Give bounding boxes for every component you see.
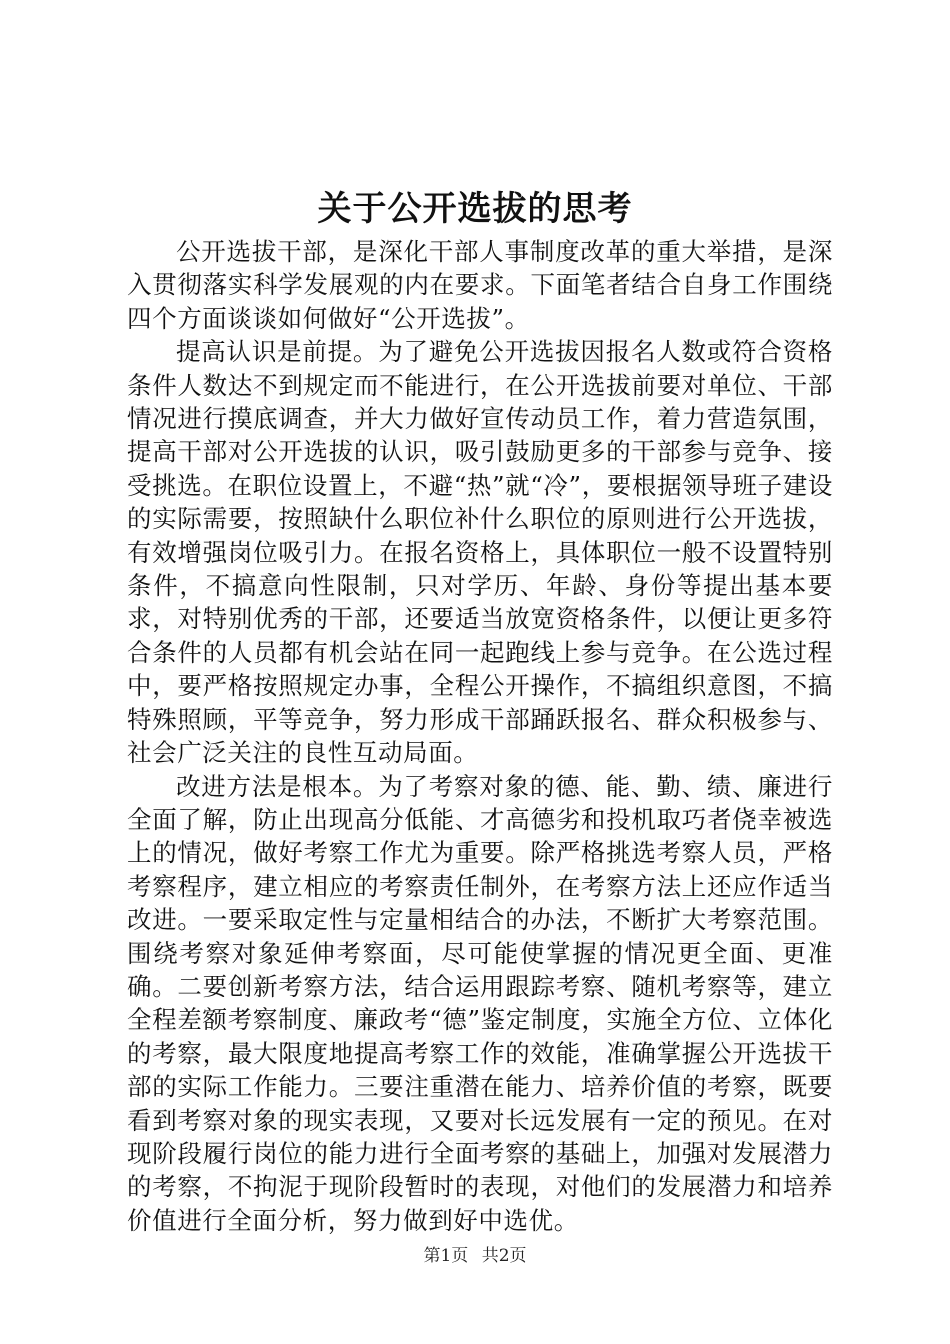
page-footer <box>0 1245 950 1267</box>
page-total: 共2页 <box>481 1246 527 1266</box>
document-body <box>127 235 833 1237</box>
paragraph-awareness: 提高认识是前提。为了避免公开选拔因报名人数或符合资格条件人数达不到规定而不能进行，在公开选拔前要对单位、干部情况进行摸底调查，并大力做好宣传动员工作，着力营造氛围，提高干部对公开选拔的认识，吸引鼓励更多的干部参与竞争、接受挑选。在职位设置上，不避“热”就“冷”，要根据领导班子建设的实际需要，按照缺什么职位补什么职位的原则进行公开选拔，有效增强岗位吸引力。在报名资格上，具体职位一般不设置特别条件，不搞意向性限制，只对学历、年龄、身份等提出基本要求，对特别优秀的干部，还要适当放宽资格条件，以便让更多符合条件的人员都有机会站在同一起跑线上参与竞争。在公选过程中，要严格按照规定办事，全程公开操作，不搞组织意图，不搞特殊照顾，平等竞争，努力形成干部踊跃报名、群众积极参与、社会广泛关注的良性互动局面。 <box>127 337 833 768</box>
paragraph-intro: 公开选拔干部，是深化干部人事制度改革的重大举措，是深入贯彻落实科学发展观的内在要求。下面笔者结合自身工作围绕四个方面谈谈如何做好“公开选拔”。 <box>127 237 833 333</box>
paragraph-methods: 改进方法是根本。为了考察对象的德、能、勤、绩、廉进行全面了解，防止出现高分低能、才高德劣和投机取巧者侥幸被选上的情况，做好考察工作尤为重要。除严格挑选考察人员，严格考察程序，建立相应的考察责任制外，在考察方法上还应作适当改进。一要采取定性与定量相结合的办法，不断扩大考察范围。围绕考察对象延伸考察面，尽可能使掌握的情况更全面、更准确。二要创新考察方法，结合运用跟踪考察、随机考察等，建立全程差额考察制度、廉政考“德”鉴定制度，实施全方位、立体化的考察，最大限度地提高考察工作的效能，准确掌握公开选拔干部的实际工作能力。三要注重潜在能力、培养价值的考察，既要看到考察对象的现实表现，又要对长远发展有一定的预见。在对现阶段履行岗位的能力进行全面考察的基础上，加强对发展潜力的考察，不拘泥于现阶段暂时的表现，对他们的发展潜力和培养价值进行全面分析，努力做到好中选优。 <box>127 771 833 1235</box>
page-number: 第1页 <box>423 1246 469 1266</box>
document-title: 关于公开选拔的思考 <box>317 189 633 229</box>
